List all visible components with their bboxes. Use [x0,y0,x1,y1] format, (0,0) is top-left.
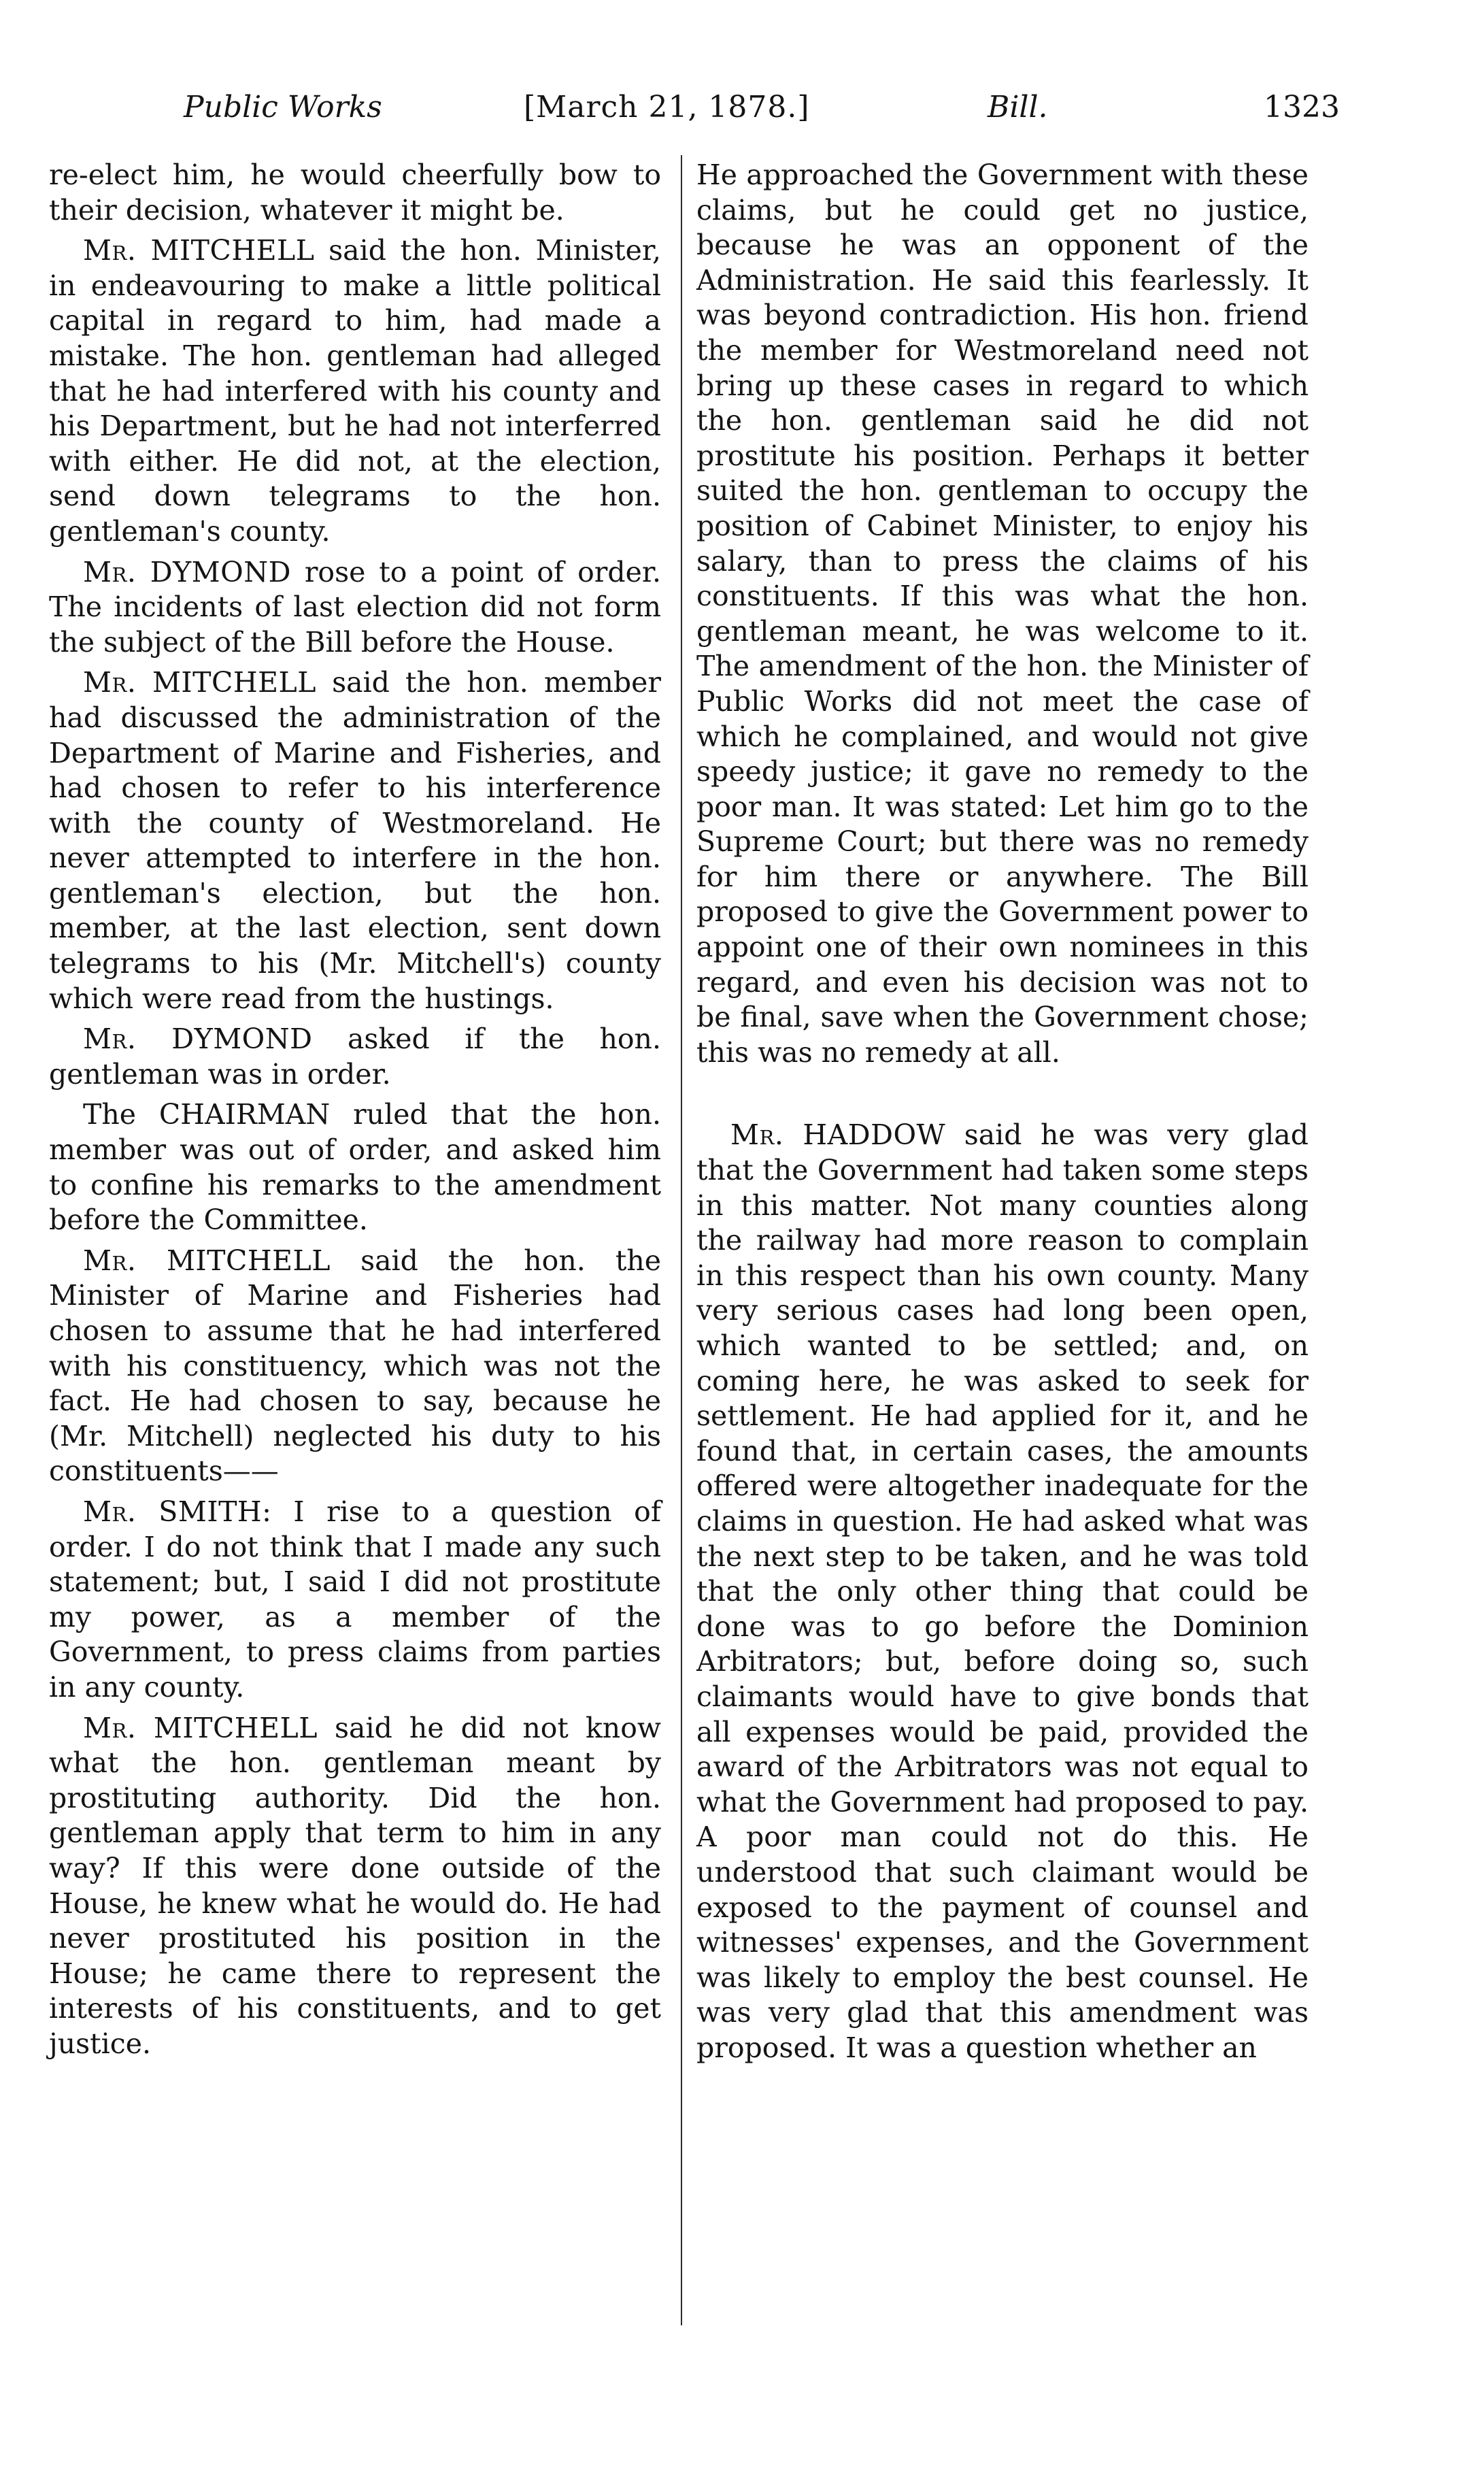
speaker-name: Mr. SMITH [83,1495,263,1528]
paragraph [49,233,661,549]
paragraph [49,1495,661,1706]
paragraph [49,665,661,1016]
speech-text: said he did not know what the hon. gentleman meant by prostituting authority. Did the hon. gentleman apply that term to him in any way? If this were done outside of the House, he knew what he would do. He had never prostituted his position in the House; he came there to represent the interests of his constituents, and to get justice. [49,1711,661,2060]
column-divider [681,155,682,2325]
speaker-name: Mr. DYMOND [83,555,291,588]
speech-text: rose to a point of order. The incidents of last election did not form the subject of the Bill before the House. [49,555,661,659]
running-header [184,87,1340,135]
left-column [49,158,661,2067]
speaker-name: Mr. DYMOND [83,1023,313,1056]
paragraph [696,1118,1309,2065]
speaker-name: Mr. MITCHELL [83,666,316,699]
speech-text: said he was very glad that the Government had taken some steps in this matter. Not many counties along the railway had more reason to complain in this respect than his own county. Many very serious cases had long been open, which wanted to be settled; and, on coming here, he was asked to seek for settlement. He had applied for it, and he found that, in certain cases, the amounts offered were altogether inadequate for the claims in question. He had asked what was the next step to be taken, and he was told that the only other thing that could be done was to go before the Dominion Arbitrators; but, before doing so, such claimants would have to give bonds that all expenses would be paid, provided the award of the Arbitrators was not equal to what the Government had proposed to pay. A poor man could not do this. He understood that such claimant would be exposed to the payment of counsel and witnesses' expenses, and the Government was likely to employ the best counsel. He was very glad that this amendment was proposed. It was a question whether an [696,1118,1309,2064]
paragraph [49,1244,661,1489]
header-date: [March 21, 1878.] [524,90,810,124]
speech-text: re-elect him, he would cheerfully bow to their decision, whatever it might be. [49,159,661,227]
speech-text: said the hon. Minister, in endeavouring to make a little political capital in regard to him, had made a mistake. The hon. gentleman had alleged that he had interfered with his county and his Department, but he had not interferred with either. He did not, at the election, send down telegrams to the hon. gentleman's county. [49,234,661,548]
speaker-name: Mr. HADDOW [730,1118,946,1152]
speaker-name: Mr. MITCHELL [83,1711,318,1744]
paragraph [49,1022,661,1092]
speech-text: said the hon. member had discussed the administration of the Department of Marine and Fisheries, and had chosen to refer to his interference with the county of Westmoreland. He never attempted to interfere in the hon. gentleman's election, but the hon. member, at the last election, sent down telegrams to his (Mr. Mitchell's) county which were read from the hustings. [49,666,661,1015]
header-bill-label: Bill. [988,90,1048,124]
paragraph [49,555,661,661]
right-column [696,158,1309,2071]
speaker-name: Mr. MITCHELL [83,234,315,267]
paragraph [49,1097,661,1238]
paragraph [49,158,661,228]
paragraph [696,158,1309,1070]
paragraph [49,1711,661,2062]
speech-text: said the hon. the Minister of Marine and Fisheries had chosen to assume that he had interfered with his constituency, which was not the fact. He had chosen to say, because he (Mr. Mitchell) neglected his duty to his constituents—— [49,1244,662,1488]
speaker-name: Mr. MITCHELL [83,1244,331,1277]
header-section-title: Public Works [184,90,382,124]
speech-text: He approached the Government with these claims, but he could get no justice, because he was an opponent of the Administration. He said this fearlessly. It was beyond contradiction. His hon. friend the member for Westmoreland need not bring up these cases in regard to which the hon. gentleman said he did not prostitute his position. Perhaps it better suited the hon. gentleman to occupy the position of Cabinet Minister, to enjoy his salary, than to press the claims of his constituents. If this was what the hon. gentleman meant, he was welcome to it. The amendment of the hon. the Minister of Public Works did not meet the case of which he complained, and would not give speedy justice; it gave no remedy to the poor man. It was stated: Let him go to the Supreme Court; but there was no remedy for him there or anywhere. The Bill proposed to give the Government power to appoint one of their own nominees in this regard, and even his decision was not to be final, save when the Government chose; this was no remedy at all. [696,159,1309,1069]
speech-text: The CHAIRMAN ruled that the hon. member was out of order, and asked him to confine his remarks to the amendment before the Committee. [49,1098,661,1237]
speech-text: : I rise to a question of order. I do not think that I made any such statement; but, I said I did not prostitute my power, as a member of the Government, to press claims from parties in any county. [49,1495,661,1704]
page-number: 1323 [1264,90,1340,124]
speech-text: asked if the hon. gentleman was in order. [49,1023,661,1091]
